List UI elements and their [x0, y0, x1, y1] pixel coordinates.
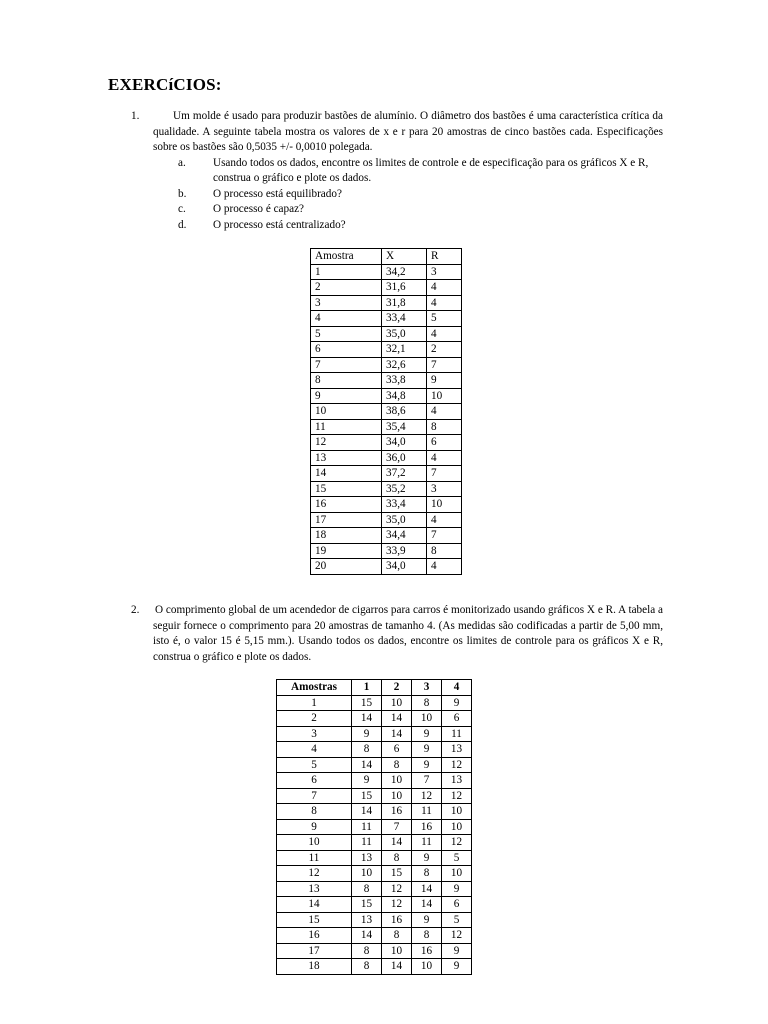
- table-cell: 2: [277, 711, 352, 727]
- table-cell: 36,0: [382, 450, 427, 466]
- table-cell: 10: [277, 835, 352, 851]
- table-row: [311, 326, 462, 342]
- table-row: [277, 773, 472, 789]
- table-cell: 32,1: [382, 342, 427, 358]
- table-cell: 14: [412, 881, 442, 897]
- table-row: [277, 757, 472, 773]
- table-cell: 5: [442, 912, 472, 928]
- exercise-1: [131, 109, 663, 233]
- table-header-cell: 2: [382, 680, 412, 696]
- table-cell: 8: [352, 881, 382, 897]
- table-cell: 3: [427, 481, 462, 497]
- table-header-cell: 3: [412, 680, 442, 696]
- exercise-2-table: [276, 679, 472, 975]
- table-cell: 8: [382, 850, 412, 866]
- table-cell: 34,0: [382, 435, 427, 451]
- table-cell: 31,8: [382, 295, 427, 311]
- table-row: [311, 481, 462, 497]
- table-cell: 15: [352, 788, 382, 804]
- table-cell: 2: [311, 280, 382, 296]
- table-cell: 8: [382, 757, 412, 773]
- table-cell: 13: [442, 773, 472, 789]
- table-cell: 13: [352, 912, 382, 928]
- table-row: [311, 404, 462, 420]
- table-row: [277, 881, 472, 897]
- table-row: [311, 342, 462, 358]
- table-header-cell: X: [382, 249, 427, 265]
- table-cell: 8: [352, 959, 382, 975]
- table-cell: 15: [352, 695, 382, 711]
- table-cell: 6: [442, 711, 472, 727]
- table-cell: 7: [382, 819, 412, 835]
- table-row: [277, 866, 472, 882]
- table-cell: 35,0: [382, 512, 427, 528]
- exercise-1-text: Um molde é usado para produzir bastões de alumínio. O diâmetro dos bastões é uma característica crítica da qualidade. A seguinte tabela mostra os valores de x e r para 20 amostras de cinco bastões cada. Especificações sobre os bastões são 0,5035 +/- 0,0010 polegada.: [153, 110, 663, 153]
- table-cell: 37,2: [382, 466, 427, 482]
- table-cell: 16: [311, 497, 382, 513]
- table-cell: 13: [311, 450, 382, 466]
- table-cell: 31,6: [382, 280, 427, 296]
- exercise-2-text: O comprimento global de um acendedor de cigarros para carros é monitorizado usando gráficos X e R. A tabela a seguir fornece o comprimento para 20 amostras de tamanho 4. (As medidas são codificadas a partir de 5,00 mm, isto é, o valor 15 é 5,15 mm.). Usando todos os dados, encontre os limites de controle para os gráficos X e R, construa o gráfico e plote os dados.: [153, 604, 663, 663]
- table-cell: 13: [442, 742, 472, 758]
- table-cell: 4: [427, 559, 462, 575]
- table-cell: 12: [382, 897, 412, 913]
- table-cell: 11: [311, 419, 382, 435]
- table-cell: 15: [311, 481, 382, 497]
- table-row: [277, 912, 472, 928]
- table-cell: 16: [382, 804, 412, 820]
- table-cell: 14: [352, 757, 382, 773]
- table-header-cell: 1: [352, 680, 382, 696]
- table-row: [311, 528, 462, 544]
- table-cell: 13: [352, 850, 382, 866]
- table-row: [311, 466, 462, 482]
- table-cell: 9: [412, 757, 442, 773]
- table-row: [277, 959, 472, 975]
- table-row: [311, 543, 462, 559]
- table-cell: 32,6: [382, 357, 427, 373]
- table-row: [311, 419, 462, 435]
- table-row: [311, 373, 462, 389]
- table-cell: 11: [442, 726, 472, 742]
- table-cell: 12: [382, 881, 412, 897]
- exercise-1-item: [131, 218, 663, 234]
- table-cell: 11: [277, 850, 352, 866]
- table-cell: 6: [442, 897, 472, 913]
- table-row: [311, 264, 462, 280]
- table-cell: 10: [382, 788, 412, 804]
- table-cell: 8: [427, 543, 462, 559]
- table-cell: 14: [352, 928, 382, 944]
- table-row: [277, 726, 472, 742]
- table-cell: 15: [352, 897, 382, 913]
- table-cell: 8: [427, 419, 462, 435]
- table-cell: 10: [352, 866, 382, 882]
- table-row: [277, 711, 472, 727]
- table-cell: 7: [427, 466, 462, 482]
- table-row: [311, 450, 462, 466]
- table-cell: 19: [311, 543, 382, 559]
- table-cell: 34,4: [382, 528, 427, 544]
- table-cell: 8: [382, 928, 412, 944]
- table-cell: 8: [352, 742, 382, 758]
- item-letter: c.: [178, 203, 186, 215]
- table-cell: 1: [311, 264, 382, 280]
- table-cell: 12: [442, 928, 472, 944]
- item-letter: a.: [178, 156, 186, 169]
- table-cell: 14: [382, 959, 412, 975]
- table-cell: 8: [311, 373, 382, 389]
- table-cell: 9: [442, 943, 472, 959]
- table-cell: 9: [412, 912, 442, 928]
- table-cell: 9: [427, 373, 462, 389]
- table-cell: 9: [311, 388, 382, 404]
- table-cell: 14: [382, 726, 412, 742]
- table-cell: 11: [412, 804, 442, 820]
- table-row: [311, 497, 462, 513]
- table-cell: 7: [427, 357, 462, 373]
- table-cell: 34,2: [382, 264, 427, 280]
- table-cell: 16: [412, 943, 442, 959]
- table-cell: 4: [311, 311, 382, 327]
- item-text: O processo está equilibrado?: [213, 187, 342, 200]
- table-header-cell: Amostras: [277, 680, 352, 696]
- table-header-cell: 4: [442, 680, 472, 696]
- table-header-row: [311, 249, 462, 265]
- table-cell: 15: [382, 866, 412, 882]
- table-cell: 13: [277, 881, 352, 897]
- table-cell: 10: [427, 497, 462, 513]
- table-cell: 17: [311, 512, 382, 528]
- table-cell: 16: [412, 819, 442, 835]
- table-cell: 14: [382, 835, 412, 851]
- table-cell: 14: [412, 897, 442, 913]
- table-cell: 8: [412, 695, 442, 711]
- table-row: [277, 788, 472, 804]
- table-cell: 9: [412, 726, 442, 742]
- table-cell: 9: [442, 881, 472, 897]
- table-cell: 11: [352, 835, 382, 851]
- table-row: [277, 742, 472, 758]
- table-cell: 10: [382, 695, 412, 711]
- table-cell: 35,0: [382, 326, 427, 342]
- table-row: [311, 280, 462, 296]
- table-cell: 12: [442, 788, 472, 804]
- table-row: [311, 559, 462, 575]
- table-cell: 4: [427, 404, 462, 420]
- table-cell: 14: [277, 897, 352, 913]
- table-row: [277, 695, 472, 711]
- exercise-2-number: 2.: [131, 604, 140, 616]
- table-cell: 33,4: [382, 311, 427, 327]
- table-row: [311, 435, 462, 451]
- table-cell: 18: [311, 528, 382, 544]
- table-row: [277, 819, 472, 835]
- table-cell: 12: [442, 757, 472, 773]
- table-row: [311, 512, 462, 528]
- table-row: [277, 835, 472, 851]
- table-row: [277, 943, 472, 959]
- table-cell: 10: [442, 866, 472, 882]
- table-cell: 4: [427, 326, 462, 342]
- table-cell: 4: [277, 742, 352, 758]
- table-cell: 9: [352, 726, 382, 742]
- table-cell: 8: [277, 804, 352, 820]
- table-row: [277, 804, 472, 820]
- table-cell: 3: [311, 295, 382, 311]
- table-cell: 11: [352, 819, 382, 835]
- table-cell: 12: [412, 788, 442, 804]
- table-cell: 5: [427, 311, 462, 327]
- table-row: [277, 928, 472, 944]
- exercise-1-item: [131, 187, 663, 203]
- table-cell: 12: [442, 835, 472, 851]
- table-cell: 15: [277, 912, 352, 928]
- exercise-1-item: [131, 202, 663, 218]
- exercise-1-number: 1.: [131, 110, 140, 122]
- table-cell: 8: [352, 943, 382, 959]
- table-cell: 6: [277, 773, 352, 789]
- item-letter: d.: [178, 218, 187, 231]
- table-cell: 6: [427, 435, 462, 451]
- table-row: [277, 850, 472, 866]
- table-row: [311, 388, 462, 404]
- table-cell: 7: [412, 773, 442, 789]
- table-cell: 4: [427, 512, 462, 528]
- item-text: O processo está centralizado?: [213, 218, 346, 231]
- exercise-2: [131, 603, 663, 665]
- exercise-1-item: [131, 156, 663, 187]
- table-cell: 3: [277, 726, 352, 742]
- table-cell: 20: [311, 559, 382, 575]
- table-cell: 14: [311, 466, 382, 482]
- table-cell: 10: [427, 388, 462, 404]
- table-cell: 3: [427, 264, 462, 280]
- table-cell: 6: [311, 342, 382, 358]
- table-cell: 7: [277, 788, 352, 804]
- table-cell: 4: [427, 280, 462, 296]
- table-cell: 5: [442, 850, 472, 866]
- table-cell: 10: [442, 819, 472, 835]
- table-cell: 16: [382, 912, 412, 928]
- item-text: O processo é capaz?: [213, 203, 305, 215]
- table-cell: 4: [427, 450, 462, 466]
- table-cell: 12: [311, 435, 382, 451]
- table-cell: 9: [442, 695, 472, 711]
- page-title: EXERCíCIOS:: [108, 75, 222, 94]
- table-row: [311, 311, 462, 327]
- table-cell: 8: [412, 928, 442, 944]
- table-cell: 35,2: [382, 481, 427, 497]
- table-cell: 9: [442, 959, 472, 975]
- table-cell: 11: [412, 835, 442, 851]
- table-cell: 35,4: [382, 419, 427, 435]
- table-cell: 10: [311, 404, 382, 420]
- table-row: [311, 295, 462, 311]
- table-row: [277, 897, 472, 913]
- table-cell: 34,0: [382, 559, 427, 575]
- table-cell: 10: [382, 773, 412, 789]
- exercise-1-table: [310, 248, 462, 575]
- table-cell: 10: [382, 943, 412, 959]
- table-cell: 7: [311, 357, 382, 373]
- table-cell: 33,9: [382, 543, 427, 559]
- item-text: Usando todos os dados, encontre os limites de controle e de especificação para os gráficos X e R, construa o gráfico e plote os dados.: [213, 156, 649, 184]
- table-cell: 14: [352, 711, 382, 727]
- table-cell: 14: [352, 804, 382, 820]
- table-cell: 8: [412, 866, 442, 882]
- table-cell: 5: [277, 757, 352, 773]
- table-cell: 9: [277, 819, 352, 835]
- table-cell: 38,6: [382, 404, 427, 420]
- table-cell: 14: [382, 711, 412, 727]
- table-cell: 12: [277, 866, 352, 882]
- table-cell: 34,8: [382, 388, 427, 404]
- table-cell: 10: [412, 711, 442, 727]
- table-cell: 33,8: [382, 373, 427, 389]
- table-cell: 10: [412, 959, 442, 975]
- table-row: [311, 357, 462, 373]
- table-cell: 4: [427, 295, 462, 311]
- table-header-cell: R: [427, 249, 462, 265]
- table-cell: 16: [277, 928, 352, 944]
- table-cell: 6: [382, 742, 412, 758]
- table-cell: 33,4: [382, 497, 427, 513]
- table-cell: 9: [412, 742, 442, 758]
- table-cell: 2: [427, 342, 462, 358]
- table-cell: 9: [412, 850, 442, 866]
- table-cell: 10: [442, 804, 472, 820]
- table-cell: 17: [277, 943, 352, 959]
- table-cell: 5: [311, 326, 382, 342]
- table-cell: 7: [427, 528, 462, 544]
- item-letter: b.: [178, 187, 187, 200]
- table-header-row: [277, 680, 472, 696]
- table-cell: 9: [352, 773, 382, 789]
- table-header-cell: Amostra: [311, 249, 382, 265]
- table-cell: 18: [277, 959, 352, 975]
- table-cell: 1: [277, 695, 352, 711]
